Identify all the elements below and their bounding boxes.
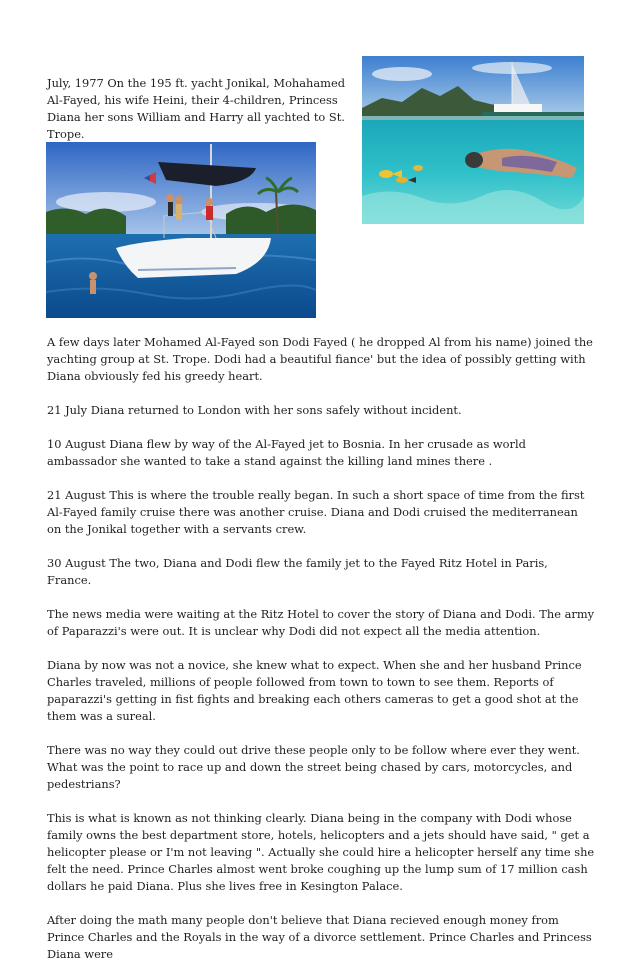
sailboat-photo — [46, 142, 316, 318]
paragraph: The news media were waiting at the Ritz Hotel to cover the story of Diana and Dodi. The army of Paparazzi's were out. It is unclear why Dodi did not expect all the media attention. — [47, 607, 595, 638]
snorkel-photo — [362, 56, 584, 224]
paragraph: There was no way they could out drive these people only to be follow where ever they went. What was the point to race up and down the street being chased by cars, motorcycles, and pedestrians? — [47, 743, 580, 791]
paragraph: 10 August Diana flew by way of the Al-Fayed jet to Bosnia. In her crusade as world ambassador she wanted to take a stand against the killing land mines there . — [47, 437, 526, 468]
paragraph: 30 August The two, Diana and Dodi flew the family jet to the Fayed Ritz Hotel in Paris, France. — [47, 556, 548, 587]
intro-text: July, 1977 On the 195 ft. yacht Jonikal, Mohahamed Al-Fayed, his wife Heini, their 4-children, Princess Diana her sons William and Harry all yachted to St. Trope. — [47, 76, 346, 141]
paragraph: After doing the math many people don't believe that Diana recieved enough money from Prince Charles and the Royals in the way of a divorce settlement. Prince Charles and Princess Diana were — [47, 913, 592, 961]
paragraph: Diana by now was not a novice, she knew what to expect. When she and her husband Prince Charles traveled, millions of people followed from town to town to see them. Reports of paparazzi's getting in fist fights and breaking each others cameras to get a good shot at the them was a sureal. — [47, 658, 582, 723]
paragraph: A few days later Mohamed Al-Fayed son Dodi Fayed ( he dropped Al from his name) joined the yachting group at St. Trope. Dodi had a beautiful fiance' but the idea of possibly getting with Diana obviously fed his greedy heart. — [47, 335, 593, 383]
article-body — [47, 334, 595, 980]
paragraph: This is what is known as not thinking clearly. Diana being in the company with Dodi whose family owns the best department store, hotels, helicopters and a jets should have said, " get a helicopter please or I'm not leaving ". Actually she could hire a helicopter herself any time she felt the need. Prince Charles almost went broke coughing up the lump sum of 17 million cash dollars he paid Diana. Plus she lives free in Kesington Palace. — [47, 811, 595, 893]
paragraph: 21 August This is where the trouble really began. In such a short space of time from the first Al-Fayed family cruise there was another cruise. Diana and Dodi cruised the mediterranean on the Jonikal together with a servants crew. — [47, 488, 585, 536]
paragraph: 21 July Diana returned to London with her sons safely without incident. — [47, 403, 462, 417]
